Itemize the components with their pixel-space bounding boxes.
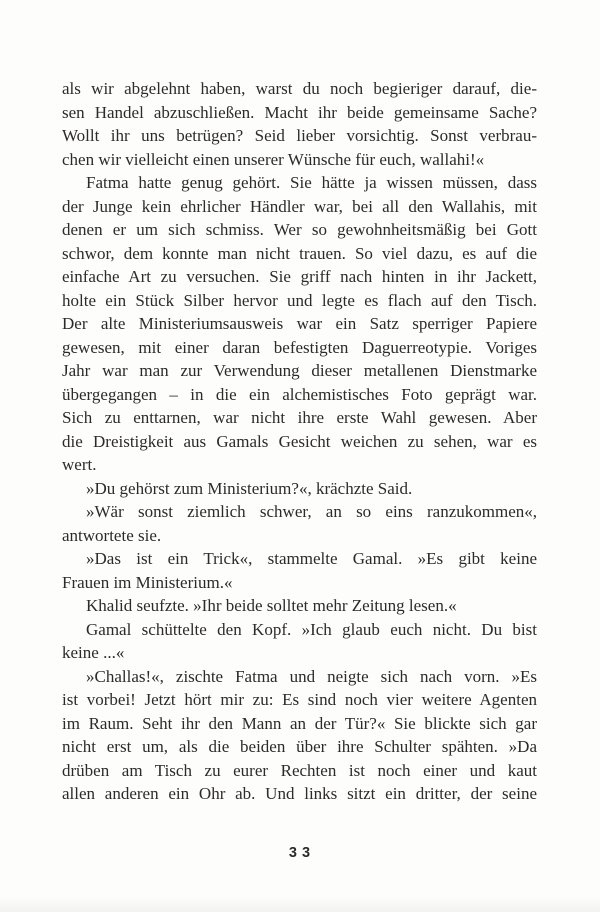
- paragraph: [62, 477, 537, 501]
- text-line: »Challas!«, zischte Fatma und neigte sich nach vorn. »Es: [86, 666, 537, 686]
- text-line: antwortete sie.: [62, 525, 162, 545]
- paragraph: [62, 171, 537, 477]
- text-line: nicht erst um, als die beiden über ihre Schulter spähten. »Da: [62, 737, 537, 756]
- text-line: sen Handel abzuschließen. Macht ihr beide gemeinsame Sache?: [62, 102, 537, 122]
- paragraph: [62, 547, 537, 594]
- text-line: drüben am Tisch zu eurer Rechten ist noch einer und kaut: [62, 760, 537, 780]
- paragraph: [62, 500, 537, 547]
- text-line: schwor, dem konnte man nicht trauen. So viel dazu, es auf die: [62, 243, 537, 263]
- text-line: der Junge kein ehrlicher Händler war, bei all den Wallahis, mit: [62, 196, 537, 216]
- text-line: wert.: [62, 455, 97, 474]
- text-line: übergegangen – in die ein alchemistisches Foto geprägt war.: [62, 384, 537, 404]
- text-line: Sich zu enttarnen, war nicht ihre erste Wahl gewesen. Aber: [62, 408, 537, 427]
- text-line: gewesen, mit einer daran befestigten Daguerreotypie. Voriges: [62, 337, 537, 357]
- text-line: einfache Art zu versuchen. Sie griff nach hinten in ihr Jackett,: [62, 267, 537, 286]
- text-line: »Wär sonst ziemlich schwer, an so eins ranzukommen«,: [86, 502, 537, 521]
- text-line: »Du gehörst zum Ministerium?«, krächzte Said.: [86, 478, 413, 498]
- text-line: die Dreistigkeit aus Gamals Gesicht weichen zu sehen, war es: [62, 431, 537, 451]
- text-line: Der alte Ministeriumsausweis war ein Satz sperriger Papiere: [62, 314, 537, 333]
- text-line: Frauen im Ministerium.«: [62, 572, 233, 592]
- page-number: 33: [288, 845, 316, 861]
- text-line: ist vorbei! Jetzt hört mir zu: Es sind noch vier weitere Agenten: [62, 690, 537, 709]
- paragraph: [62, 77, 537, 171]
- text-line: chen wir vielleicht einen unserer Wünsche für euch, wallahi!«: [62, 149, 485, 169]
- text-line: allen anderen ein Ohr ab. Und links sitzt ein dritter, der seine: [62, 784, 537, 803]
- text-line: im Raum. Seht ihr den Mann an der Tür?« Sie blickte sich gar: [62, 713, 537, 733]
- text-line: holte ein Stück Silber hervor und legte es flach auf den Tisch.: [62, 290, 537, 310]
- text-line: denen er um sich schmiss. Wer so gewohnheitsmäßig bei Gott: [62, 220, 537, 239]
- paragraph: [62, 618, 537, 665]
- paragraph: [62, 594, 537, 618]
- text-line: Fatma hatte genug gehört. Sie hätte ja wissen müssen, dass: [86, 173, 537, 192]
- text-line: als wir abgelehnt haben, warst du noch begieriger darauf, die-: [62, 79, 537, 98]
- text-line: Jahr war man zur Verwendung dieser metallenen Dienstmarke: [62, 361, 537, 380]
- body-text: [62, 77, 537, 806]
- text-line: Wollt ihr uns betrügen? Seid lieber vorsichtig. Sonst verbrau-: [62, 126, 537, 145]
- text-line: Khalid seufzte. »Ihr beide solltet mehr Zeitung lesen.«: [86, 596, 457, 615]
- paragraph: [62, 665, 537, 806]
- text-line: keine ...«: [62, 643, 125, 662]
- text-line: Gamal schüttelte den Kopf. »Ich glaub euch nicht. Du bist: [86, 619, 537, 639]
- text-line: »Das ist ein Trick«, stammelte Gamal. »Es gibt keine: [86, 549, 537, 568]
